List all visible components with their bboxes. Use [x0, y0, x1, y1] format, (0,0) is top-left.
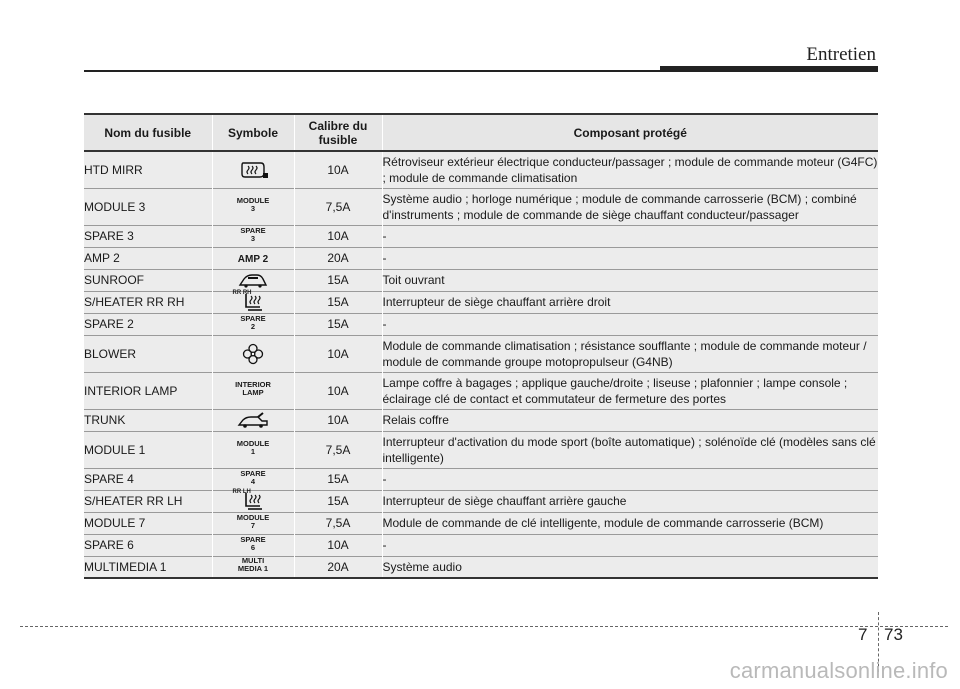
fuse-component: -: [382, 534, 878, 556]
fuse-component: Interrupteur de siège chauffant arrière gauche: [382, 490, 878, 512]
fuse-symbol: [212, 512, 294, 534]
fuse-name: MODULE 1: [84, 442, 146, 457]
fuse-name: INTERIOR LAMP: [84, 383, 178, 398]
symbol-label: RR RH: [232, 290, 252, 296]
table-row: [84, 335, 878, 372]
section-title: Entretien: [806, 44, 876, 65]
fuse-component: -: [382, 247, 878, 269]
fuse-component: Rétroviseur extérieur électrique conducteur/passager ; module de commande moteur (G4FC) ; module de commande climatisation: [382, 151, 878, 188]
blower-fan-icon: [213, 343, 294, 365]
table-row: [84, 431, 878, 468]
fuse-component: Module de commande climatisation ; résistance soufflante ; module de commande moteur / module de commande groupe motopropulseur (G4NB): [382, 335, 878, 372]
fuse-rating: 10A: [294, 372, 382, 409]
fuse-table: [84, 113, 878, 579]
table-row: [84, 556, 878, 578]
fuse-rating: 10A: [294, 534, 382, 556]
symbol-text: MULTI MEDIA 1: [237, 556, 269, 574]
table-row: [84, 512, 878, 534]
fuse-symbol: [212, 247, 294, 269]
fuse-symbol: [212, 409, 294, 431]
fuse-symbol: [212, 313, 294, 335]
table-row: [84, 291, 878, 313]
fuse-rating: 15A: [294, 313, 382, 335]
fuse-rating: 10A: [294, 335, 382, 372]
fuse-name: S/HEATER RR LH: [84, 494, 183, 508]
symbol-text: AMP 2: [237, 254, 269, 265]
table-row: [84, 151, 878, 188]
fuse-name: AMP 2: [84, 251, 120, 265]
fuse-component: Relais coffre: [382, 409, 878, 431]
chapter-number: 7: [858, 625, 868, 644]
fuse-component: Lampe coffre à bagages ; applique gauche/droite ; liseuse ; plafonnier ; lampe console ; éclairage clé de contact et commutateur de fermeture des portes: [382, 372, 878, 409]
symbol-text: SPARE 3: [240, 225, 266, 243]
fuse-symbol: [212, 291, 294, 313]
fuse-rating: 20A: [294, 247, 382, 269]
fuse-name: S/HEATER RR RH: [84, 295, 185, 309]
heated-mirror-icon: [213, 161, 294, 179]
fuse-symbol: [212, 151, 294, 188]
fuse-name: MODULE 3: [84, 199, 146, 214]
fuse-table-body: [84, 151, 878, 578]
symbol-text: MODULE 7: [236, 512, 270, 530]
fuse-rating: 10A: [294, 151, 382, 188]
fuse-name: SPARE 4: [84, 472, 134, 486]
fuse-name: SPARE 3: [84, 229, 134, 243]
fuse-symbol: [212, 335, 294, 372]
seat-heater-rr-rh-icon: [213, 292, 294, 312]
fuse-rating: 15A: [294, 291, 382, 313]
fuse-component: Interrupteur d'activation du mode sport (boîte automatique) ; solénoïde clé (modèles sans clé intelligente): [382, 431, 878, 468]
fuse-symbol: [212, 468, 294, 490]
symbol-text: SPARE 6: [240, 534, 266, 552]
fuse-name: MODULE 7: [84, 516, 146, 530]
table-row: [84, 468, 878, 490]
table-row: [84, 409, 878, 431]
fuse-component: Système audio: [382, 556, 878, 578]
table-row: [84, 188, 878, 225]
fuse-rating: 10A: [294, 409, 382, 431]
fuse-component: -: [382, 225, 878, 247]
header-rule: [84, 70, 660, 72]
fuse-rating: 20A: [294, 556, 382, 578]
col-header-component: Composant protégé: [382, 114, 878, 151]
table-row: [84, 313, 878, 335]
symbol-text: INTERIOR LAMP: [235, 380, 271, 397]
symbol-text: MODULE 3: [236, 196, 270, 213]
table-row: [84, 372, 878, 409]
fuse-rating: 7,5A: [294, 512, 382, 534]
seat-heater-rr-lh-icon: [213, 491, 294, 511]
fuse-symbol: [212, 188, 294, 225]
fuse-symbol: [212, 431, 294, 468]
fuse-component: Interrupteur de siège chauffant arrière droit: [382, 291, 878, 313]
symbol-text: SPARE 2: [240, 313, 266, 331]
fuse-component: -: [382, 468, 878, 490]
table-row: [84, 490, 878, 512]
fuse-rating: 7,5A: [294, 188, 382, 225]
fuse-symbol: [212, 490, 294, 512]
symbol-label: RR LH: [232, 489, 251, 495]
fuse-component: -: [382, 313, 878, 335]
table-row: [84, 269, 878, 291]
fuse-rating: 7,5A: [294, 431, 382, 468]
fuse-rating: 10A: [294, 225, 382, 247]
fuse-name: MULTIMEDIA 1: [84, 559, 167, 574]
fuse-symbol: [212, 372, 294, 409]
fuse-component: Système audio ; horloge numérique ; module de commande carrosserie (BCM) ; combiné d'instruments ; module de commande de siège chauffant conducteur/passager: [382, 188, 878, 225]
table-row: [84, 247, 878, 269]
fuse-component: Toit ouvrant: [382, 269, 878, 291]
col-header-rating: Calibre du fusible: [294, 114, 382, 151]
page-number: 73: [884, 625, 903, 644]
fuse-symbol: [212, 225, 294, 247]
sunroof-icon: [213, 272, 294, 288]
fuse-name: SUNROOF: [84, 273, 144, 287]
fuse-name: HTD MIRR: [84, 162, 143, 177]
fuse-rating: 15A: [294, 490, 382, 512]
symbol-text: MODULE 1: [236, 439, 270, 456]
trunk-open-icon: [213, 411, 294, 429]
col-header-symbol: Symbole: [212, 114, 294, 151]
fuse-name: SPARE 6: [84, 538, 134, 552]
table-row: [84, 534, 878, 556]
fuse-name: BLOWER: [84, 346, 137, 361]
fuse-table-header-row: [84, 114, 878, 151]
fuse-symbol: [212, 269, 294, 291]
fuse-symbol: [212, 534, 294, 556]
table-row: [84, 225, 878, 247]
fuse-name: SPARE 2: [84, 317, 134, 331]
fuse-component: Module de commande de clé intelligente, module de commande carrosserie (BCM): [382, 512, 878, 534]
fuse-rating: 15A: [294, 269, 382, 291]
fuse-rating: 15A: [294, 468, 382, 490]
footer-rule: [20, 626, 948, 627]
fuse-symbol: [212, 556, 294, 578]
fuse-name: TRUNK: [84, 413, 126, 427]
watermark: carmanualsonline.info: [729, 658, 948, 683]
symbol-text: SPARE 4: [240, 468, 266, 486]
header-rule-accent: [660, 66, 878, 72]
col-header-name: Nom du fusible: [104, 125, 192, 140]
